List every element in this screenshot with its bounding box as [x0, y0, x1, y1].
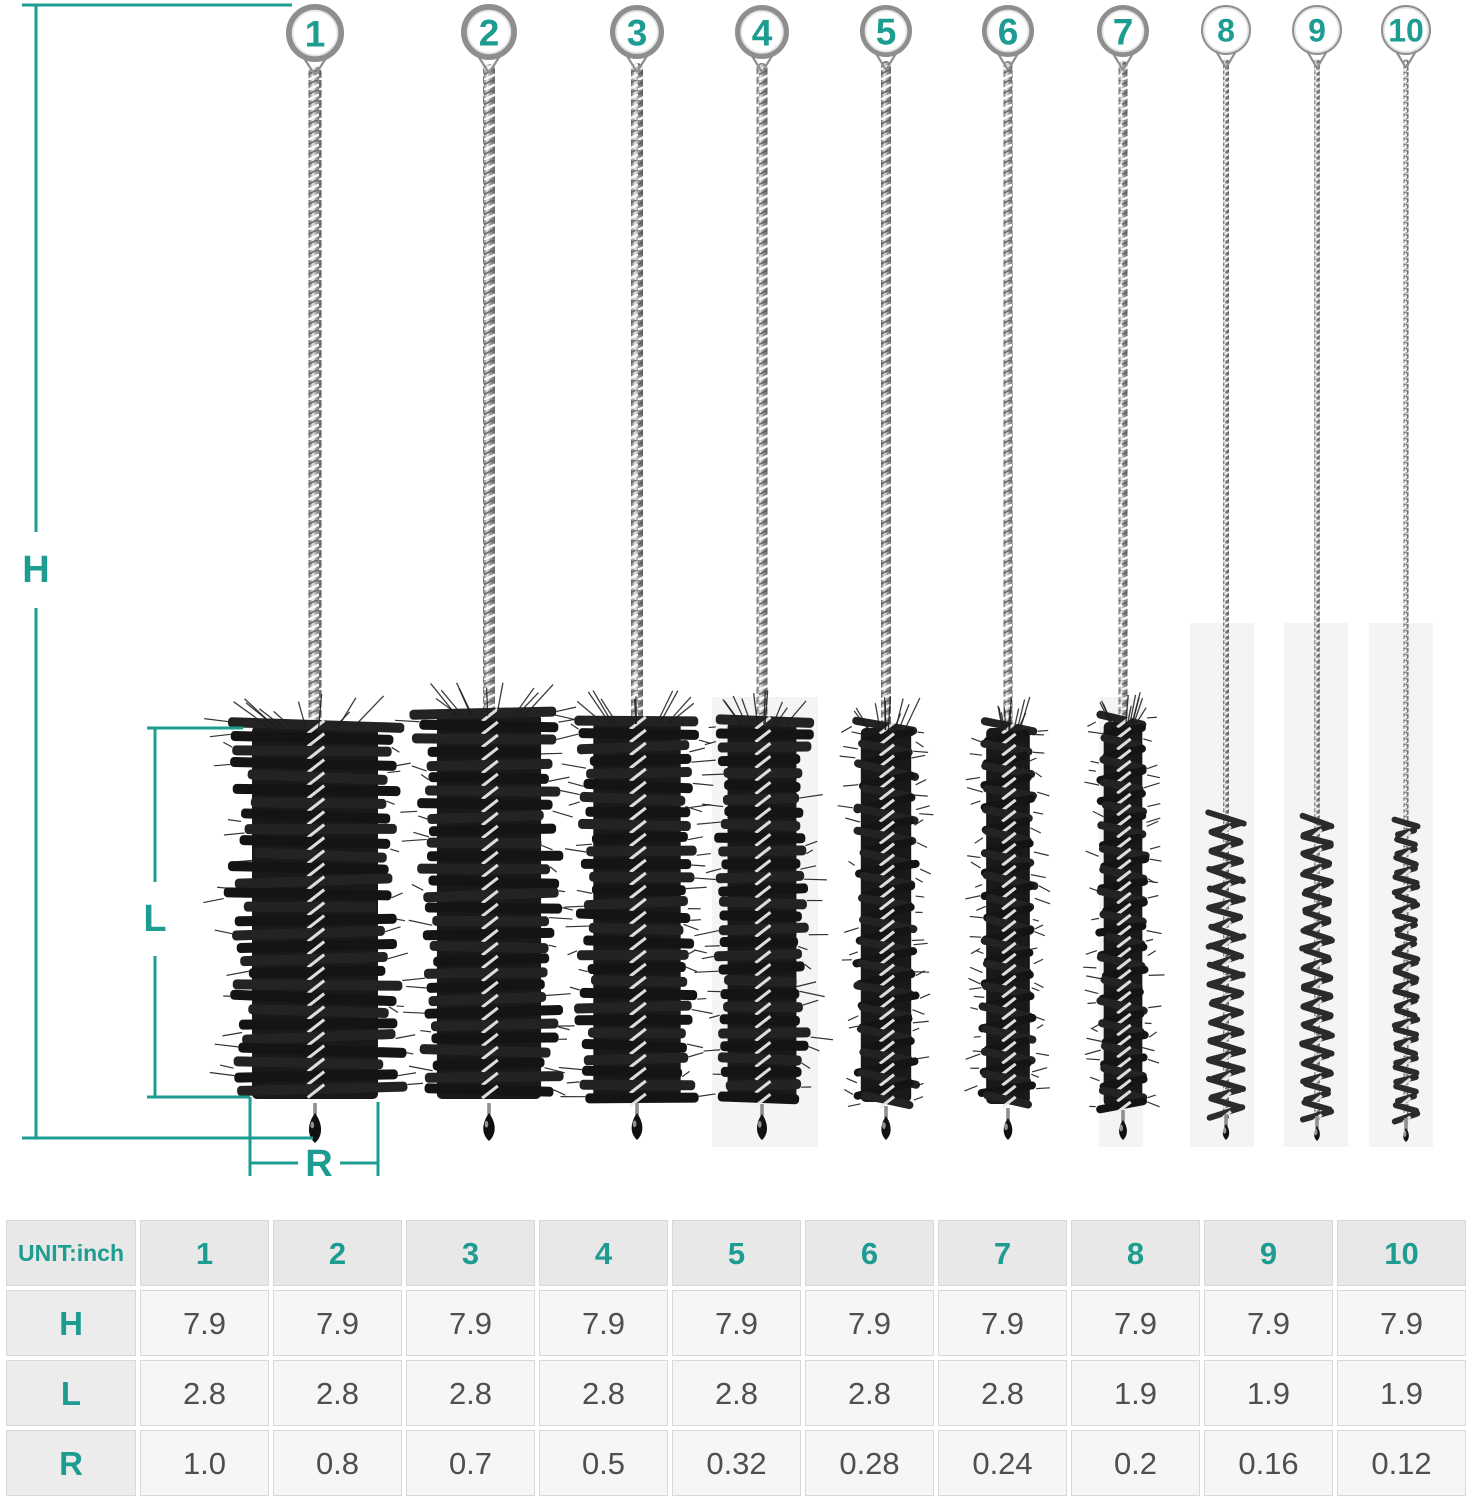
dim-label-height: H: [16, 549, 55, 591]
stem-twist-texture: [881, 61, 891, 730]
spec-cell-R-7: 0.24: [938, 1430, 1067, 1496]
spec-row-L: [6, 1360, 1466, 1426]
row-label-L: L: [6, 1360, 136, 1426]
spec-cell-L-3: 2.8: [406, 1360, 535, 1426]
brush-1: [203, 7, 425, 1143]
bristle-section: [1083, 692, 1164, 1114]
brush-number: 3: [626, 12, 648, 54]
dim-label-length: L: [137, 898, 172, 940]
column-header-3: 3: [406, 1220, 535, 1286]
spec-cell-R-3: 0.7: [406, 1430, 535, 1496]
bristle-section: [395, 683, 580, 1100]
stem-twist-texture: [309, 66, 322, 728]
tip-bead: [483, 1113, 494, 1141]
spec-table: [2, 1216, 1470, 1500]
dim-label-radius: R: [299, 1143, 338, 1185]
brush-number: 8: [1217, 12, 1235, 49]
column-header-8: 8: [1071, 1220, 1200, 1286]
spec-cell-L-4: 2.8: [539, 1360, 668, 1426]
column-header-6: 6: [805, 1220, 934, 1286]
spec-cell-R-4: 0.5: [539, 1430, 668, 1496]
brush-6: [964, 8, 1050, 1141]
spec-cell-R-8: 0.2: [1071, 1430, 1200, 1496]
spec-cell-R-2: 0.8: [273, 1430, 402, 1496]
spec-cell-H-10: 7.9: [1337, 1290, 1466, 1356]
column-header-5: 5: [672, 1220, 801, 1286]
spec-cell-L-1: 2.8: [140, 1360, 269, 1426]
brush-7: [1083, 8, 1164, 1141]
spec-cell-H-2: 7.9: [273, 1290, 402, 1356]
row-label-R: R: [6, 1430, 136, 1496]
bristle-section: [203, 694, 425, 1099]
brush-3: [553, 8, 716, 1140]
spec-cell-L-10: 1.9: [1337, 1360, 1466, 1426]
spec-cell-H-9: 7.9: [1204, 1290, 1333, 1356]
brush-number: 6: [997, 11, 1019, 53]
stem-twist-texture: [757, 63, 768, 724]
spec-cell-L-8: 1.9: [1071, 1360, 1200, 1426]
brush-number: 5: [875, 11, 897, 53]
spec-cell-H-1: 7.9: [140, 1290, 269, 1356]
spec-cell-R-10: 0.12: [1337, 1430, 1466, 1496]
spec-cell-H-3: 7.9: [406, 1290, 535, 1356]
column-header-1: 1: [140, 1220, 269, 1286]
column-header-4: 4: [539, 1220, 668, 1286]
spec-cell-L-5: 2.8: [672, 1360, 801, 1426]
column-header-7: 7: [938, 1220, 1067, 1286]
column-header-2: 2: [273, 1220, 402, 1286]
unit-label: UNIT:inch: [6, 1220, 136, 1286]
bristle-section: [964, 697, 1050, 1109]
column-header-9: 9: [1204, 1220, 1333, 1286]
brush-number: 9: [1308, 12, 1326, 49]
spec-cell-R-1: 1.0: [140, 1430, 269, 1496]
spec-cell-H-5: 7.9: [672, 1290, 801, 1356]
spec-cell-R-5: 0.32: [672, 1430, 801, 1496]
spec-cell-L-7: 2.8: [938, 1360, 1067, 1426]
brush-2: [395, 7, 580, 1141]
spec-cell-H-4: 7.9: [539, 1290, 668, 1356]
brush-number: 7: [1112, 11, 1134, 53]
spec-cell-H-8: 7.9: [1071, 1290, 1200, 1356]
spec-table-body: [6, 1290, 1466, 1496]
spec-cell-H-6: 7.9: [805, 1290, 934, 1356]
spec-cell-L-2: 2.8: [273, 1360, 402, 1426]
stem-twist-texture: [1004, 61, 1013, 730]
spec-table-header-row: [6, 1220, 1466, 1286]
column-header-10: 10: [1337, 1220, 1466, 1286]
bristle-section: [838, 696, 934, 1110]
stem-twist-texture: [631, 63, 643, 724]
spec-cell-L-6: 2.8: [805, 1360, 934, 1426]
tip-bead: [632, 1113, 643, 1140]
spec-row-R: [6, 1430, 1466, 1496]
spec-cell-R-6: 0.28: [805, 1430, 934, 1496]
bristle-section: [553, 691, 716, 1108]
spec-cell-R-9: 0.16: [1204, 1430, 1333, 1496]
brush-number: 1: [304, 13, 326, 55]
brush-number: 4: [751, 12, 773, 54]
spec-cell-H-7: 7.9: [938, 1290, 1067, 1356]
spec-row-H: [6, 1290, 1466, 1356]
row-label-H: H: [6, 1290, 136, 1356]
stem-twist-texture: [483, 64, 495, 716]
brush-5: [838, 8, 934, 1141]
brush-number: 10: [1388, 12, 1424, 49]
spec-cell-L-9: 1.9: [1204, 1360, 1333, 1426]
stem-twist-texture: [1119, 61, 1128, 724]
brush-number: 2: [478, 12, 500, 54]
